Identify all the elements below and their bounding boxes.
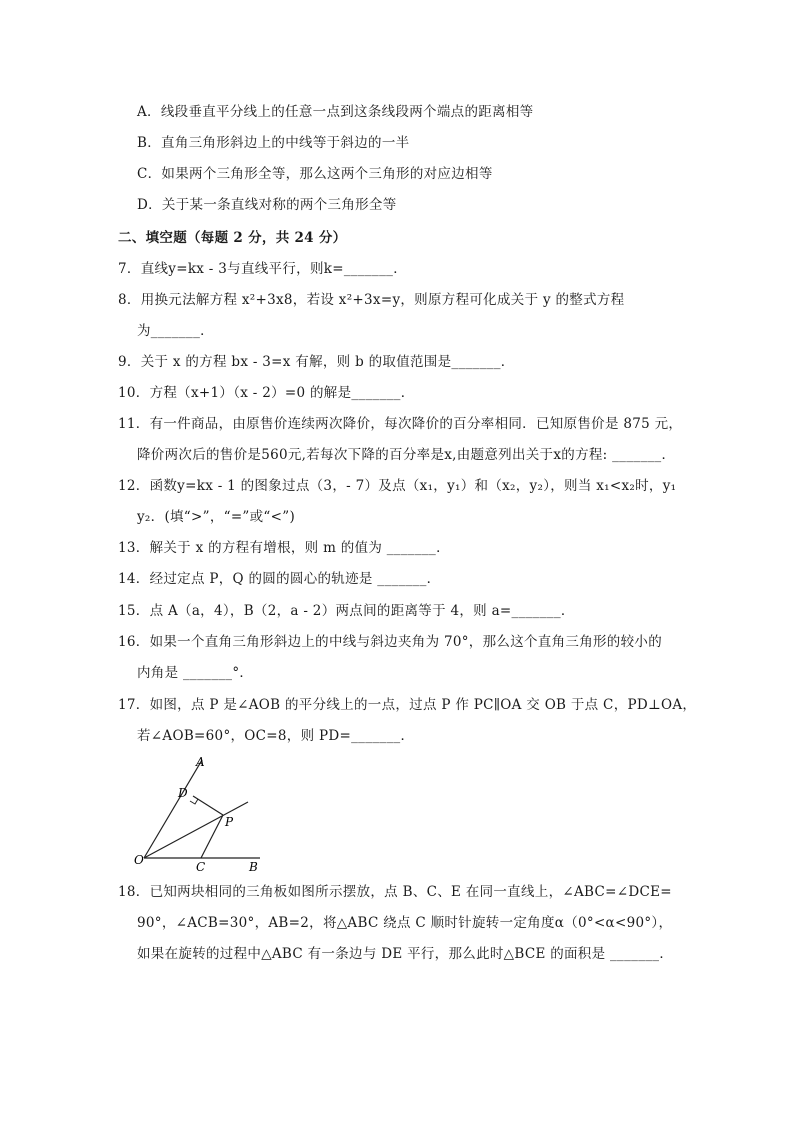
label-b: B	[249, 860, 258, 874]
label-d: D	[178, 786, 188, 800]
question-16-line-2: 内角是 _______°．	[137, 665, 254, 681]
question-10: 10．方程（x+1）（x - 2）=0 的解是_______．	[118, 385, 415, 401]
angle-bisector-figure	[132, 752, 272, 874]
right-angle-mark	[190, 799, 198, 804]
question-16-line-1: 16．如果一个直角三角形斜边上的中线与斜边夹角为 70°，那么这个直角三角形的较小的	[118, 634, 662, 650]
question-18-line-2: 90°，∠ACB=30°，AB=2，将△ABC 绕点 C 顺时针旋转一定角度α（0°<α<90°），	[137, 915, 673, 931]
segment-pd	[193, 796, 223, 815]
label-o: O	[134, 853, 144, 867]
question-8-line-1: 8．用换元法解方程 x²+3x8，若设 x²+3x=y，则原方程可化成关于 y 的整式方程	[118, 292, 625, 308]
option-d: D．关于某一条直线对称的两个三角形全等	[137, 197, 397, 213]
question-13: 13．解关于 x 的方程有增根，则 m 的值为 _______．	[118, 540, 450, 556]
question-15: 15．点 A（a，4），B（2，a - 2）两点间的距离等于 4，则 a=_______．	[118, 603, 575, 619]
option-c: C．如果两个三角形全等，那么这两个三角形的对应边相等	[137, 166, 493, 182]
question-11-line-2: 降价两次后的售价是560元,若每次下降的百分率是x,由题意列出关于x的方程: _______．	[137, 447, 676, 463]
option-b: B．直角三角形斜边上的中线等于斜边的一半	[137, 135, 410, 151]
label-a: A	[196, 755, 205, 769]
bisector-op	[144, 802, 248, 858]
question-11-line-1: 11．有一件商品，由原售价连续两次降价，每次降价的百分率相同．已知原售价是 875 元，	[118, 416, 683, 432]
label-p: P	[225, 815, 234, 829]
option-a: A．线段垂直平分线上的任意一点到这条线段两个端点的距离相等	[137, 104, 534, 120]
question-17-line-1: 17．如图，点 P 是∠AOB 的平分线上的一点，过点 P 作 PC∥OA 交 OB 于点 C，PD⊥OA，	[118, 697, 697, 713]
question-18-line-3: 如果在旋转的过程中△ABC 有一条边与 DE 平行，那么此时△BCE 的面积是 _______．	[137, 946, 674, 962]
section-title: 二、填空题（每题 2 分，共 24 分）	[118, 230, 347, 246]
question-12-line-2: y₂．(填“>”，“=”或“<”)	[137, 509, 296, 525]
question-17-line-2: 若∠AOB=60°，OC=8，则 PD=_______．	[137, 728, 415, 744]
question-14: 14．经过定点 P，Q 的圆的圆心的轨迹是 _______．	[118, 571, 441, 587]
question-9: 9．关于 x 的方程 bx - 3=x 有解，则 b 的取值范围是_______．	[118, 354, 515, 370]
question-8-line-2: 为_______．	[137, 323, 214, 339]
label-c: C	[196, 860, 206, 874]
question-18-line-1: 18．已知两块相同的三角板如图所示摆放，点 B、C、E 在同一直线上，∠ABC=∠DCE=	[118, 884, 672, 900]
question-7: 7．直线y=kx - 3与直线平行，则k=_______．	[118, 261, 407, 277]
question-12-line-1: 12．函数y=kx - 1 的图象过点（3，- 7）及点（x₁，y₁）和（x₂，y₂），则当 x₁<x₂时，y₁	[118, 478, 677, 494]
ray-oa	[144, 760, 202, 858]
